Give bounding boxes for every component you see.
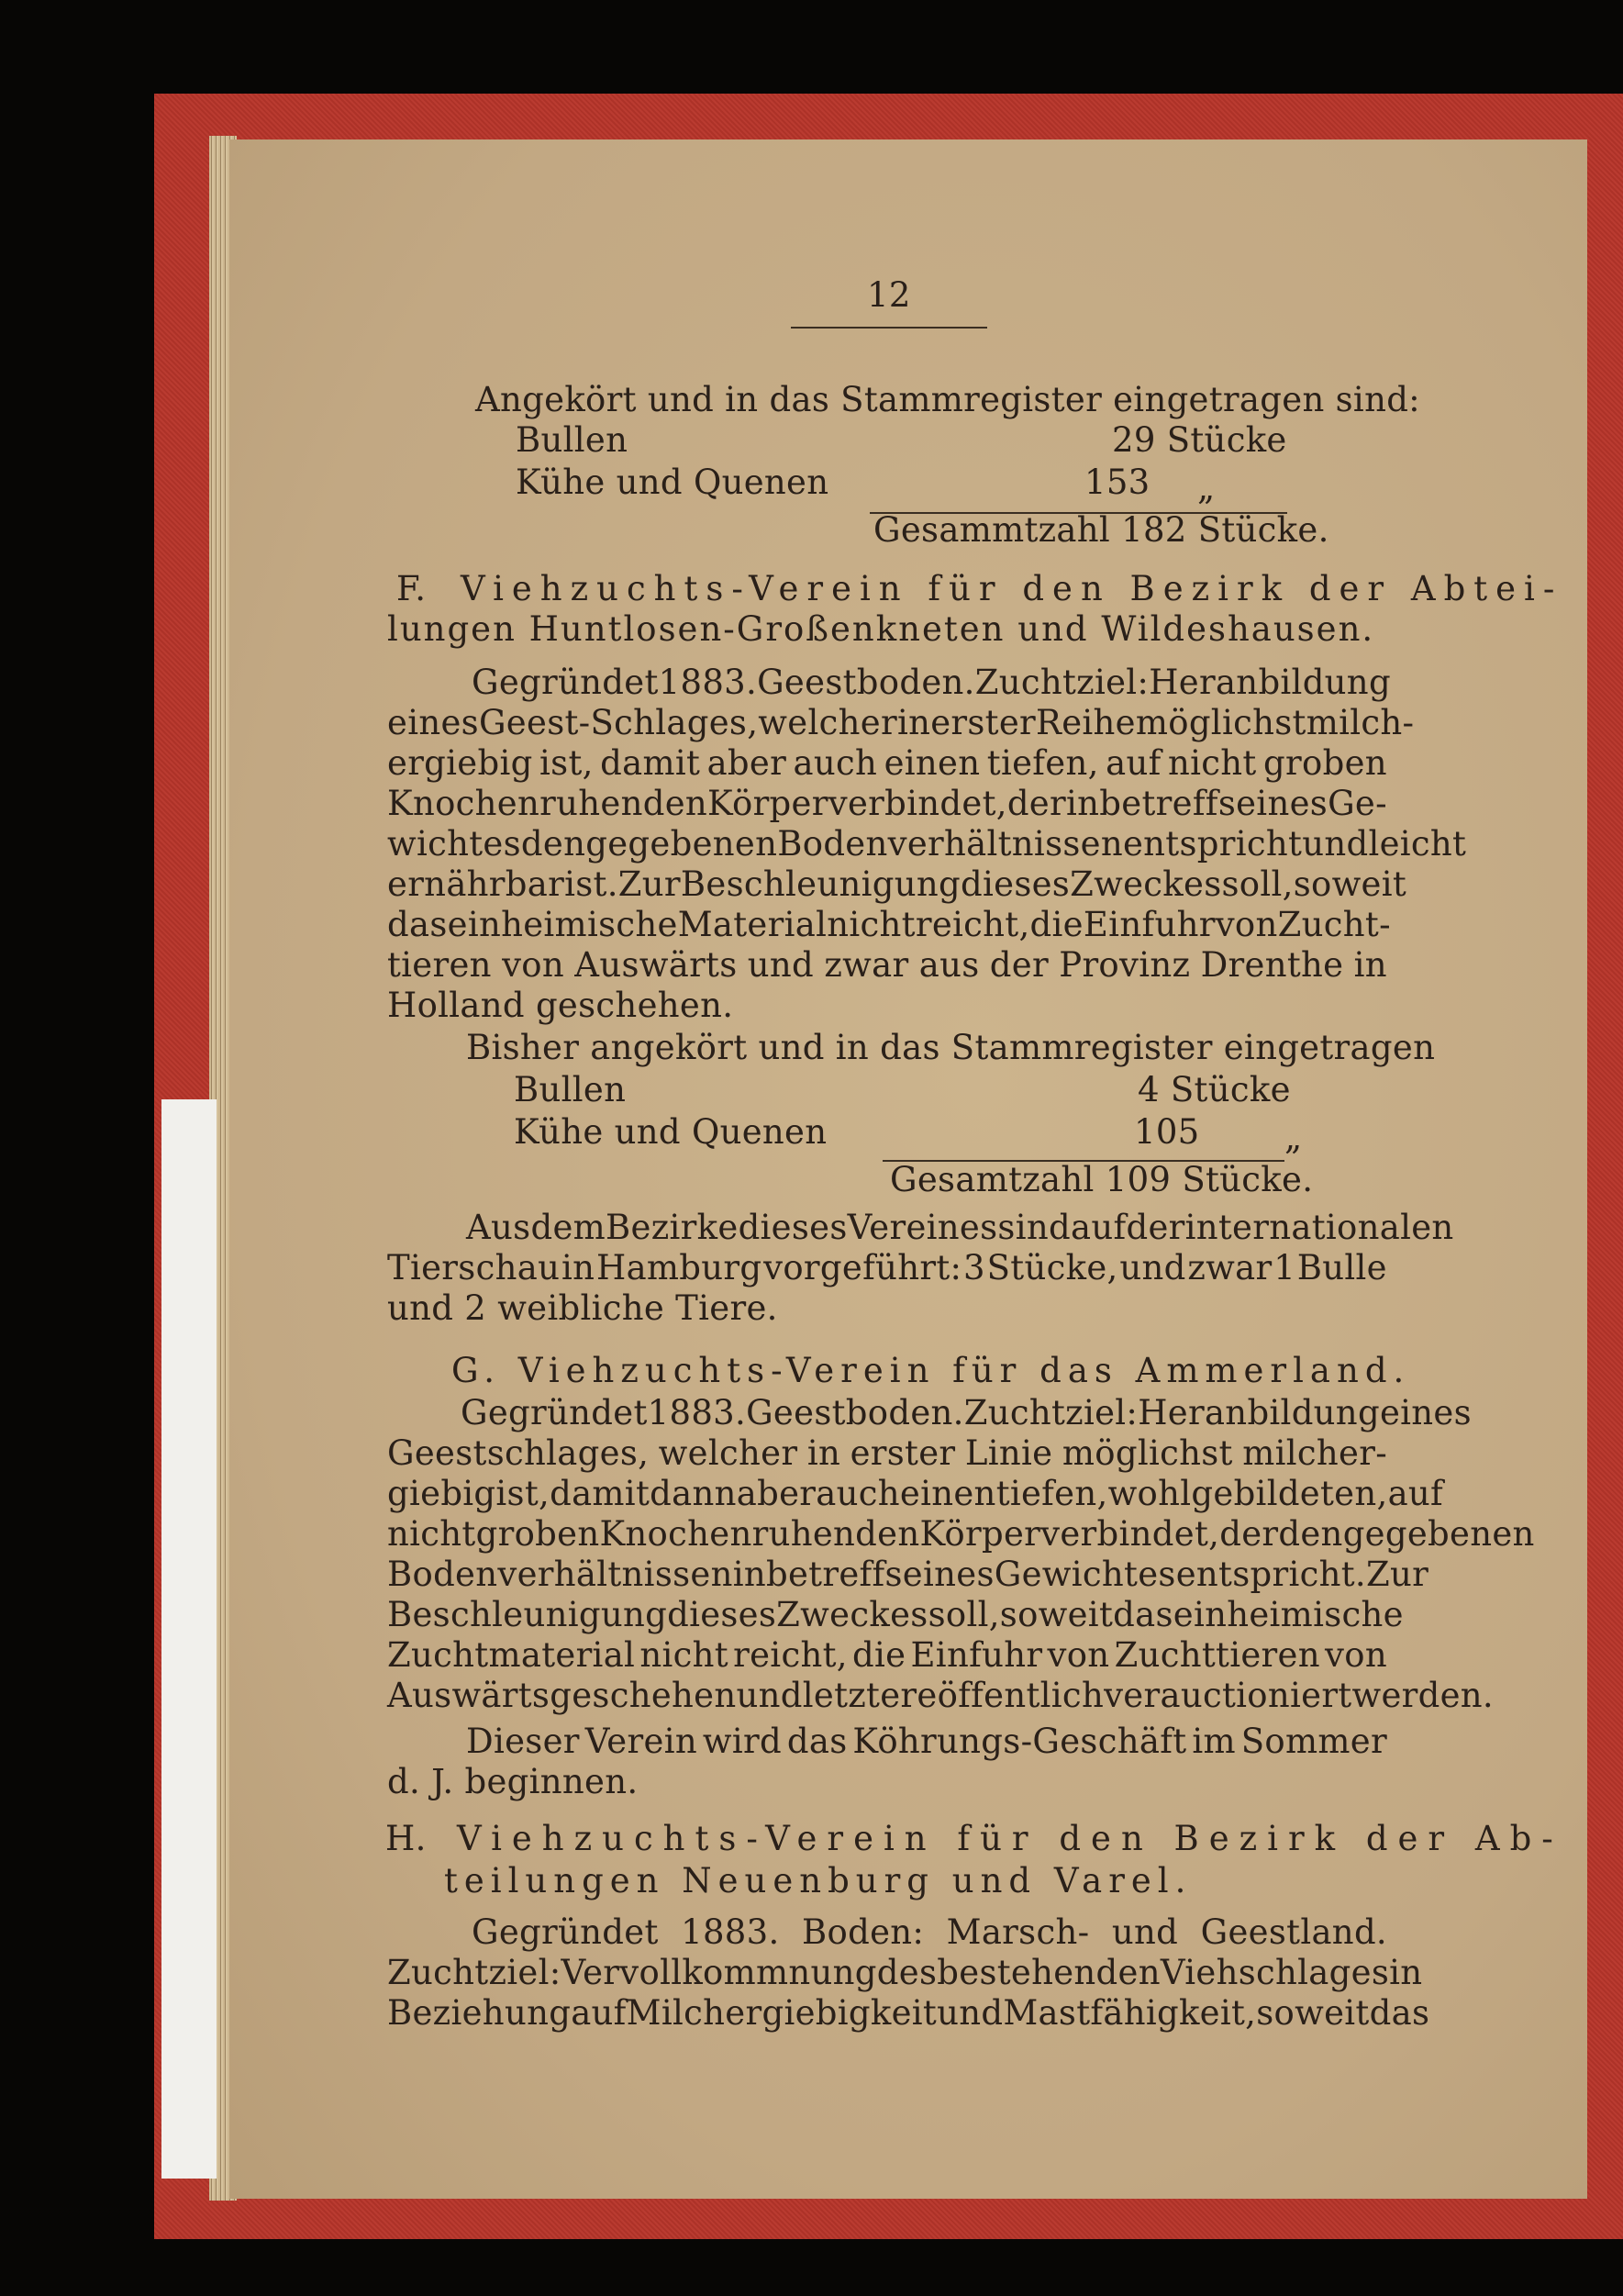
section-f-heading-line1: Viehzuchts-Verein für den Bezirk der Abtei-	[461, 569, 1563, 608]
text-line: Zuchtmaterial nicht reicht, die Einfuhr von Zuchttieren von	[387, 1635, 1387, 1675]
text-line: ernährbar ist. Zur Beschleunigung dieses Zweckes soll, soweit	[387, 864, 1407, 904]
bookmark-strip	[161, 1099, 217, 2179]
text-line: wichtes den gegebenen Bodenverhältnissen entspricht und leicht	[387, 824, 1467, 864]
text-line: Gegründet 1883. Boden: Marsch- und Geestland.	[472, 1912, 1387, 1952]
ditto-mark-f: „	[1284, 1118, 1303, 1157]
section-f-heading-line2: lungen Huntlosen-Großenkneten und Wildeshausen.	[387, 609, 1375, 649]
section-f-letter: F.	[396, 569, 427, 608]
cows-label-e: Kühe und Quenen	[516, 463, 829, 502]
text-line: Aus dem Bezirke dieses Vereines sind auf der internationalen	[466, 1208, 1454, 1247]
stammregister-heading-e: Angekört und in das Stammregister eingetragen sind:	[475, 380, 1420, 419]
total-e: Gesammtzahl 182 Stücke.	[873, 510, 1329, 550]
text-line: nicht groben Knochen ruhenden Körper verbindet, der den gegebenen	[387, 1514, 1535, 1554]
ditto-mark-e: „	[1197, 468, 1216, 507]
page-number: 12	[867, 275, 911, 315]
text-line: Bodenverhältnissen in betreff seines Gewichtes entspricht. Zur	[387, 1555, 1429, 1594]
section-g-heading: G. Viehzuchts-Verein für das Ammerland.	[451, 1351, 1411, 1390]
bulls-label-e: Bullen	[516, 420, 628, 460]
section-h-letter: H.	[385, 1819, 427, 1858]
header-rule	[791, 327, 987, 329]
section-h-heading-line1: Viehzuchts-Verein für den Bezirk der Ab-	[457, 1819, 1563, 1858]
text-line: d. J. beginnen.	[387, 1762, 639, 1801]
stammregister-heading-f: Bisher angekört und in das Stammregister eingetragen	[466, 1028, 1436, 1067]
text-line: Zuchtziel: Vervollkommnung des bestehenden Viehschlages in	[387, 1953, 1423, 1992]
cows-value-e: 153	[1084, 463, 1151, 502]
text-line: Auswärts geschehen und letztere öffentlich verauctioniert werden.	[387, 1676, 1494, 1715]
text-line: Beziehung auf Milchergiebigkeit und Mastfähigkeit, soweit das	[387, 1993, 1430, 2033]
text-line: eines Geest-Schlages, welcher in erster Reihe möglichst milch-	[387, 703, 1415, 742]
text-line: tieren von Auswärts und zwar aus der Provinz Drenthe in	[387, 945, 1387, 985]
text-line: Tierschau in Hamburg vorgeführt: 3 Stücke, und zwar 1 Bulle	[387, 1248, 1387, 1287]
cows-label-f: Kühe und Quenen	[514, 1112, 828, 1152]
text-line: giebig ist, damit dann aber auch einen tiefen, wohlgebildeten, auf	[387, 1474, 1444, 1513]
bulls-label-f: Bullen	[514, 1070, 627, 1109]
bulls-value-f: 4 Stücke	[1138, 1070, 1291, 1109]
text-line: das einheimische Material nicht reicht, die Einfuhr von Zucht-	[387, 905, 1391, 944]
text-line: ergiebig ist, damit aber auch einen tiefen, auf nicht groben	[387, 743, 1387, 783]
text-line: Gegründet 1883. Geestboden. Zuchtziel: Heranbildung eines	[461, 1393, 1472, 1432]
text-line: Beschleunigung dieses Zweckes soll, soweit das einheimische	[387, 1595, 1404, 1634]
section-h-heading-line2: teilungen Neuenburg und Varel.	[444, 1861, 1193, 1900]
text-line: Geestschlages, welcher in erster Linie möglichst milcher-	[387, 1433, 1387, 1473]
text-line: Gegründet 1883. Geestboden. Zuchtziel: Heranbildung	[472, 663, 1391, 702]
text-line: Holland geschehen.	[387, 986, 734, 1025]
bulls-value-e: 29 Stücke	[1112, 420, 1287, 460]
text-line: Dieser Verein wird das Köhrungs-Geschäft im Sommer	[466, 1722, 1387, 1761]
cows-value-f: 105	[1134, 1112, 1200, 1152]
text-line: und 2 weibliche Tiere.	[387, 1288, 778, 1328]
total-f: Gesamtzahl 109 Stücke.	[890, 1160, 1314, 1199]
text-line: Knochen ruhenden Körper verbindet, der in betreff seines Ge-	[387, 784, 1387, 823]
